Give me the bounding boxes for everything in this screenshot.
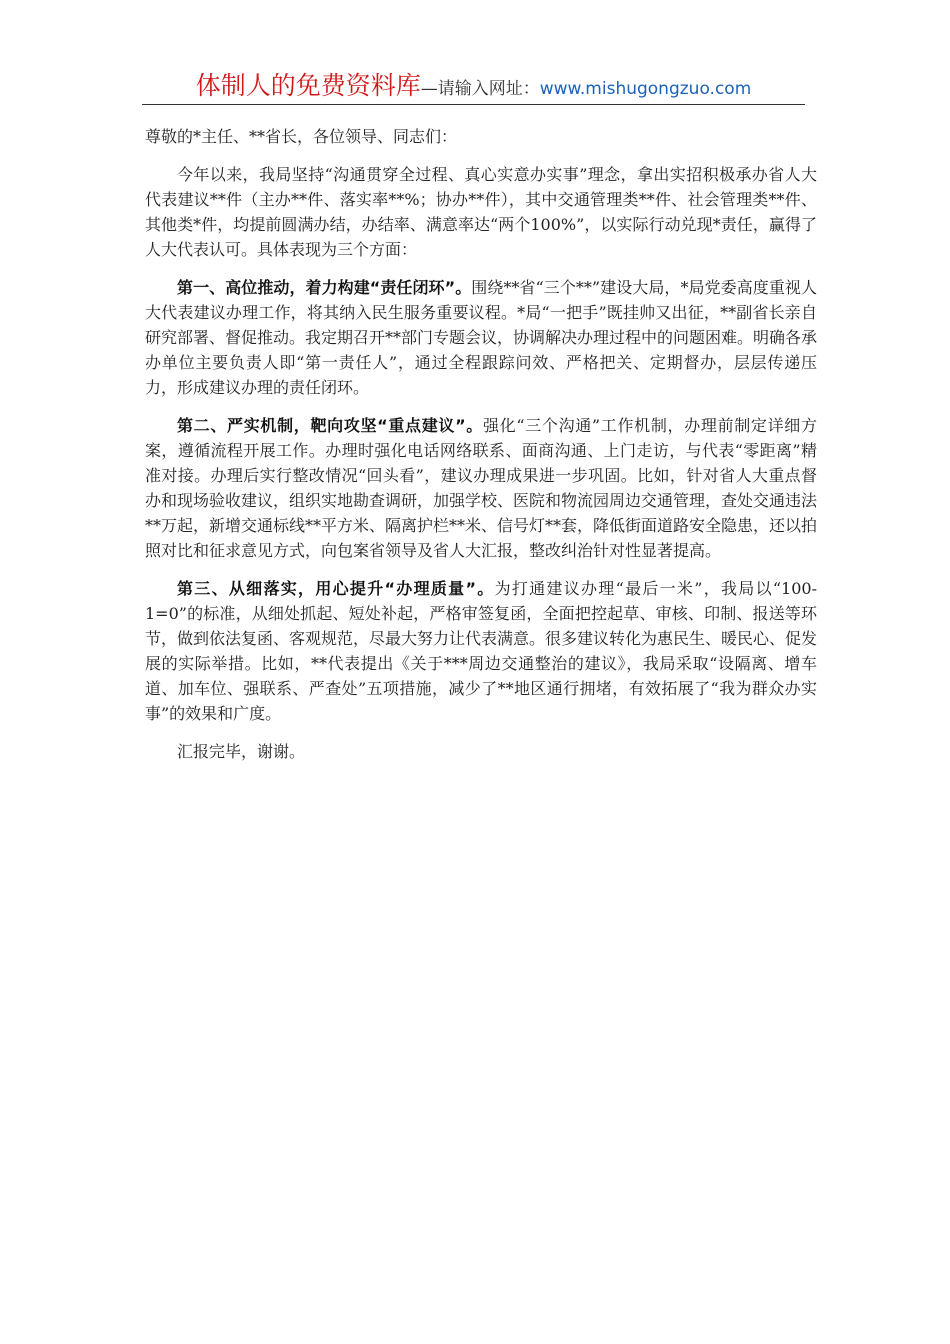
- page-header: [142, 66, 805, 105]
- closing-paragraph: 汇报完毕，谢谢。: [177, 742, 306, 761]
- section-lead-3: 第三、从细落实，用心提升“办理质量”。: [177, 579, 495, 598]
- section-paragraph-2: [145, 413, 817, 563]
- header-url[interactable]: www.mishugongzuo.com: [539, 79, 752, 99]
- salutation: 尊敬的*主任、**省长，各位领导、同志们：: [145, 127, 458, 146]
- section-paragraph-3: [145, 576, 817, 726]
- section-lead-1: 第一、高位推动，着力构建“责任闭环”。: [177, 278, 472, 297]
- section-body-3: 为打通建议办理“最后一米”，我局以“100-1=0”的标准，从细处抓起、短处补起，严格审签复函，全面把控起草、审核、印制、报送等环节，做到依法复函、客观规范，尽最大努力让代表满意。很多建议转化为惠民生、暖民心、促发展的实际举措。比如，**代表提出《关于***周边交通整治的建议》，我局采取“设隔离、增车道、加车位、强联系、严查处”五项措施，减少了**地区通行拥堵，有效拓展了“我为群众办实事”的效果和广度。: [145, 579, 818, 723]
- header-hint: —请输入网址：: [420, 79, 540, 99]
- document-body: [145, 124, 817, 777]
- section-paragraph-1: [145, 275, 817, 400]
- section-body-1: 围绕**省“三个**”建设大局，*局党委高度重视人大代表建议办理工作，将其纳入民生服务重要议程。*局“一把手”既挂帅又出征，**副省长亲自研究部署、督促推动。我定期召开**部门专题会议，协调解决办理过程中的问题困难。明确各承办单位主要负责人即“第一责任人”，通过全程跟踪问效、严格把关、定期督办，层层传递压力，形成建议办理的责任闭环。: [145, 278, 818, 397]
- intro-paragraph: 今年以来，我局坚持“沟通贯穿全过程、真心实意办实事”理念，拿出实招积极承办省人大代表建议**件（主办**件、落实率**%；协办**件），其中交通管理类**件、社会管理类**件、其他类*件，均提前圆满办结，办结率、满意率达“两个100%”，以实际行动兑现*责任，赢得了人大代表认可。具体表现为三个方面：: [145, 165, 817, 259]
- section-lead-2: 第二、严实机制，靶向攻坚“重点建议”。: [177, 416, 483, 435]
- section-body-2: 强化“三个沟通”工作机制，办理前制定详细方案，遵循流程开展工作。办理时强化电话网络联系、面商沟通、上门走访，与代表“零距离”精准对接。办理后实行整改情况“回头看”，建议办理成果进一步巩固。比如，针对省人大重点督办和现场验收建议，组织实地勘查调研，加强学校、医院和物流园周边交通管理，查处交通违法**万起，新增交通标线**平方米、隔离护栏**米、信号灯**套，降低街面道路安全隐患，还以拍照对比和征求意见方式，向包案省领导及省人大汇报，整改纠治针对性显著提高。: [145, 416, 818, 560]
- header-brand: 体制人的免费资料库: [195, 71, 421, 100]
